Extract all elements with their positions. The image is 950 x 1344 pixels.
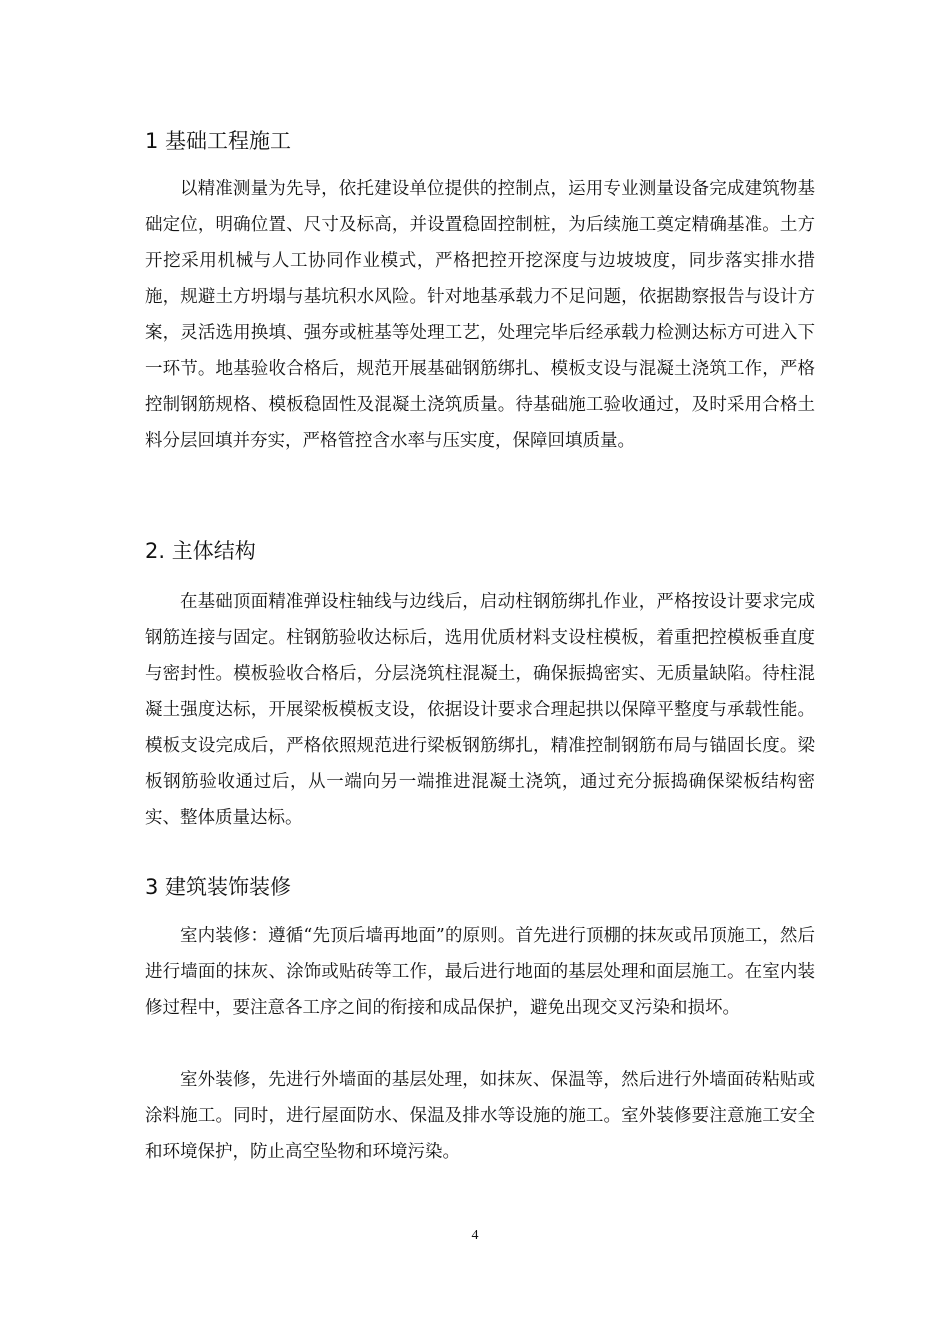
paragraph-exterior-decoration: 室外装修，先进行外墙面的基层处理，如抹灰、保温等，然后进行外墙面砖粘贴或涂料施工。同时，进行屋面防水、保温及排水等设施的施工。室外装修要注意施工安全和环境保护，防止高空坠物和环境污染。: [145, 1070, 815, 1162]
page-number: 4: [471, 1228, 479, 1243]
paragraph-interior-decoration: 室内装修：遵循“先顶后墙再地面”的原则。首先进行顶棚的抹灰或吊顶施工，然后进行墙面的抹灰、涂饰或贴砖等工作，最后进行地面的基层处理和面层施工。在室内装修过程中，要注意各工序之间的衔接和成品保护，避免出现交叉污染和损坏。: [145, 926, 815, 1018]
paragraph-foundation: 以精准测量为先导，依托建设单位提供的控制点，运用专业测量设备完成建筑物基础定位，明确位置、尺寸及标高，并设置稳固控制桩，为后续施工奠定精确基准。土方开挖采用机械与人工协同作业模式，严格把控开挖深度与边坡坡度，同步落实排水措施，规避土方坍塌与基坑积水风险。针对地基承载力不足问题，依据勘察报告与设计方案，灵活选用换填、强夯或桩基等处理工艺，处理完毕后经承载力检测达标方可进入下一环节。地基验收合格后，规范开展基础钢筋绑扎、模板支设与混凝土浇筑工作，严格控制钢筋规格、模板稳固性及混凝土浇筑质量。待基础施工验收通过，及时采用合格土料分层回填并夯实，严格管控含水率与压实度，保障回填质量。: [145, 179, 815, 451]
paragraph-main-structure: 在基础顶面精准弹设柱轴线与边线后，启动柱钢筋绑扎作业，严格按设计要求完成钢筋连接与固定。柱钢筋验收达标后，选用优质材料支设柱模板，着重把控模板垂直度与密封性。模板验收合格后，分层浇筑柱混凝土，确保振捣密实、无质量缺陷。待柱混凝土强度达标，开展梁板模板支设，依据设计要求合理起拱以保障平整度与承载性能。模板支设完成后，严格依照规范进行梁板钢筋绑扎，精准控制钢筋布局与锚固长度。梁板钢筋验收通过后，从一端向另一端推进混凝土浇筑，通过充分振捣确保梁板结构密实、整体质量达标。: [145, 592, 815, 828]
section-heading-foundation: 1 基础工程施工: [145, 129, 292, 153]
section-heading-decoration: 3 建筑装饰装修: [145, 875, 292, 899]
section-heading-main-structure: 2. 主体结构: [145, 539, 256, 563]
